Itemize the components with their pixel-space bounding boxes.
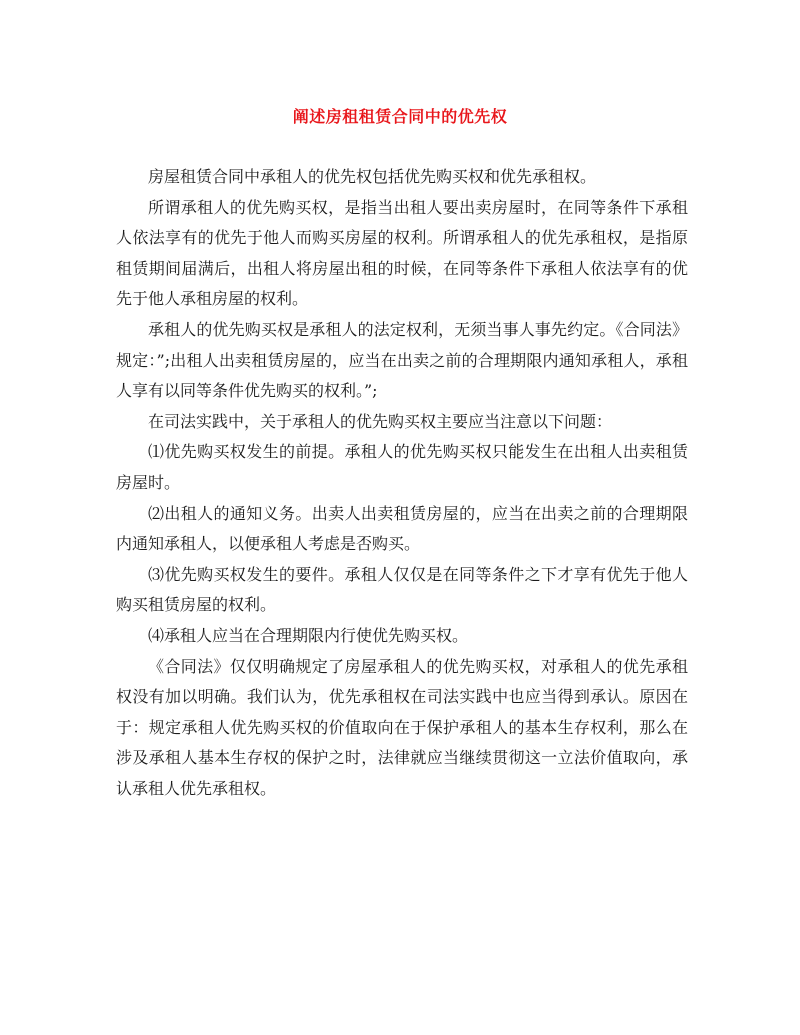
paragraph-issue-3: ⑶优先购买权发生的要件。承租人仅仅是在同等条件之下才享有优先于他人购买租赁房屋的权利。 [116,564,688,615]
document-title: 阐述房租租赁合同中的优先权 [292,107,508,126]
document-body [116,162,688,804]
paragraph-legal-basis: 承租人的优先购买权是承租人的法定权利，无须当事人事先约定。《合同法》规定：”;出租人出卖租赁房屋的，应当在出卖之前的合理期限内通知承租人，承租人享有以同等条件优先购买的权利。”; [116,319,688,401]
paragraph-issue-4: ⑷承租人应当在合理期限内行使优先购买权。 [148,625,469,645]
paragraph-intro: 房屋租赁合同中承租人的优先权包括优先购买权和优先承租权。 [148,167,597,186]
paragraph-practice-issues: 在司法实践中，关于承租人的优先购买权主要应当注意以下问题： [148,411,613,431]
paragraph-issue-2: ⑵出租人的通知义务。出卖人出卖租赁房屋的，应当在出卖之前的合理期限内通知承租人，以便承租人考虑是否购买。 [116,503,688,554]
paragraph-conclusion: 《合同法》仅仅明确规定了房屋承租人的优先购买权，对承租人的优先承租权没有加以明确。我们认为，优先承租权在司法实践中也应当得到承认。原因在于：规定承租人优先购买权的价值取向在于保护承租人的基本生存权利，那么在涉及承租人基本生存权的保护之时，法律就应当继续贯彻这一立法价值取向，承认承租人优先承租权。 [116,656,688,798]
paragraph-definitions: 所谓承租人的优先购买权，是指当出租人要出卖房屋时，在同等条件下承租人依法享有的优先于他人而购买房屋的权利。所谓承租人的优先承租权，是指原租赁期间届满后，出租人将房屋出租的时候，在同等条件下承租人依法享有的优先于他人承租房屋的权利。 [116,197,688,309]
paragraph-issue-1: ⑴优先购买权发生的前提。承租人的优先购买权只能发生在出租人出卖租赁房屋时。 [116,442,688,492]
